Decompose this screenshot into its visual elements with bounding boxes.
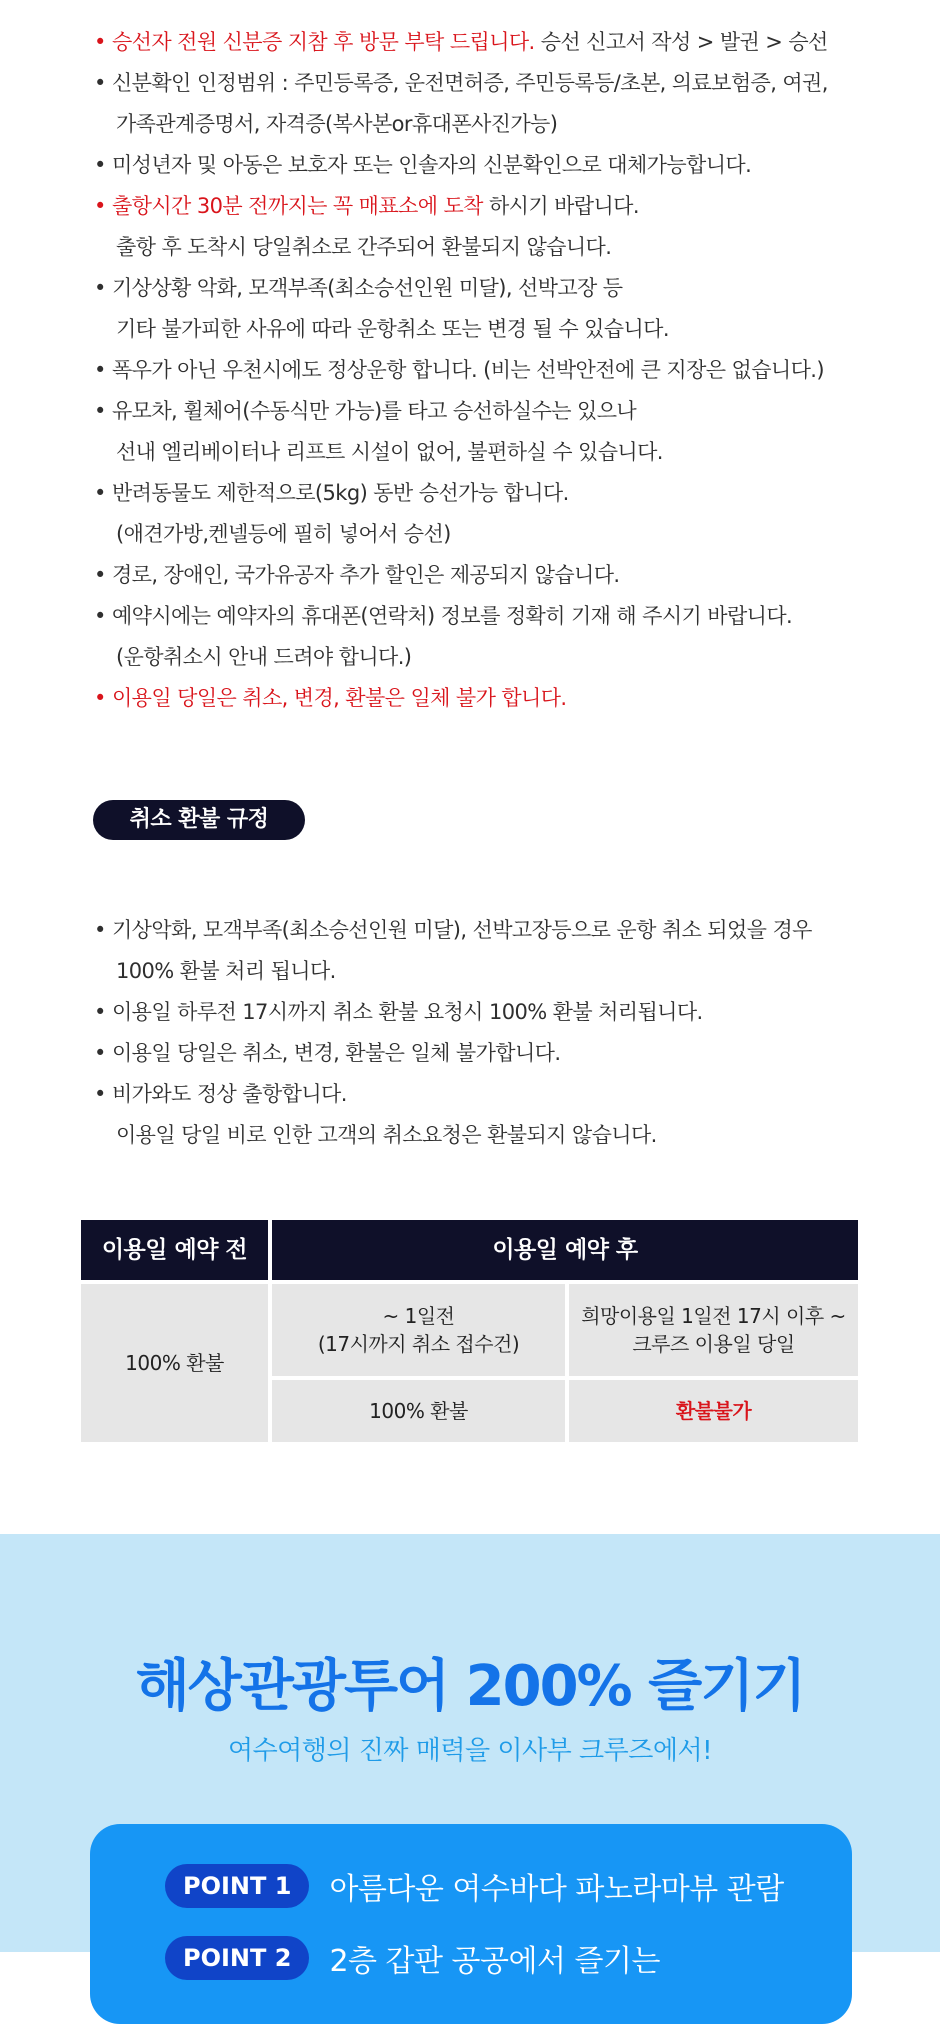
notice-item: • 반려동물도 제한적으로(5kg) 동반 승선가능 합니다. (애견가방,켄넬등에 필히 넣어서 승선) [94,473,914,555]
notice-item: • 신분확인 인정범위 : 주민등록증, 운전면허증, 주민등록등/초본, 의료보험증, 여권, 가족관계증명서, 자격증(복사본or휴대폰사진가능) [94,63,914,145]
refund-rule-text: 이용일 하루전 17시까지 취소 환불 요청시 100% 환불 처리됩니다. [112,1000,703,1024]
notice-text-line2: 가족관계증명서, 자격증(복사본or휴대폰사진가능) [116,112,558,136]
notice-list [94,22,914,719]
refund-rule-item: • 이용일 하루전 17시까지 취소 환불 요청시 100% 환불 처리됩니다. [94,1000,703,1024]
notice-text-line2: 기타 불가피한 사유에 따라 운항취소 또는 변경 될 수 있습니다. [116,317,669,341]
notice-text-line2: (운항취소시 안내 드려야 합니다.) [116,645,412,669]
notice-item: • 유모차, 휠체어(수동식만 가능)를 타고 승선하실수는 있으나 선내 엘리베이터나 리프트 시설이 없어, 불편하실 수 있습니다. [94,391,914,473]
table-header-after: 이용일 예약 후 [272,1220,858,1280]
point-text: 2층 갑판 공공에서 즐기는 [329,1944,660,1979]
notice-text: 경로, 장애인, 국가유공자 추가 할인은 제공되지 않습니다. [112,563,620,587]
notice-item: • 이용일 당일은 취소, 변경, 환불은 일체 불가 합니다. [94,686,567,710]
notice-item: • 경로, 장애인, 국가유공자 추가 할인은 제공되지 않습니다. [94,563,620,587]
notice-highlight: 이용일 당일은 취소, 변경, 환불은 일체 불가 합니다. [112,686,567,710]
point-badge: POINT 1 [165,1864,309,1908]
point-text: 아름다운 여수바다 파노라마뷰 관람 [329,1872,784,1907]
notice-text: 기상상황 악화, 모객부족(최소승선인원 미달), 선박고장 등 [112,276,623,300]
notice-text: 예약시에는 예약자의 휴대폰(연락처) 정보를 정확히 기재 해 주시기 바랍니다. [112,604,793,628]
table-cell-text: (17시까지 취소 접수건) [317,1332,520,1356]
table-cell-col2-condition [569,1284,858,1376]
table-cell-col1-value: 100% 환불 [272,1380,565,1442]
table-cell-text: 크루즈 이용일 당일 [632,1332,795,1356]
notice-text: 하시기 바랍니다. [482,194,639,218]
table-cell-text: ~ 1일전 [382,1304,455,1328]
notice-text: 반려동물도 제한적으로(5kg) 동반 승선가능 합니다. [112,481,569,505]
table-header-before: 이용일 예약 전 [81,1220,268,1280]
notice-text: 신분확인 인정범위 : 주민등록증, 운전면허증, 주민등록등/초본, 의료보험증, 여권, [112,71,828,95]
refund-rule-text: 이용일 당일은 취소, 변경, 환불은 일체 불가합니다. [112,1041,561,1065]
table-cell-col1-condition [272,1284,565,1376]
section-label-refund-policy: 취소 환불 규정 [93,800,305,840]
notice-text: 폭우가 아닌 우천시에도 정상운항 합니다. (비는 선박안전에 큰 지장은 없습니다.) [112,358,824,382]
table-cell-before-value: 100% 환불 [81,1284,268,1442]
point-badge: POINT 2 [165,1936,309,1980]
promo-section [0,1534,940,1979]
refund-rule-item: • 기상악화, 모객부족(최소승선인원 미달), 선박고장등으로 운항 취소 되었을 경우 100% 환불 처리 됩니다. [94,910,914,992]
notice-text: 미성년자 및 아동은 보호자 또는 인솔자의 신분확인으로 대체가능합니다. [112,153,752,177]
refund-table [81,1220,858,1442]
notice-item: • 폭우가 아닌 우천시에도 정상운항 합니다. (비는 선박안전에 큰 지장은 없습니다.) [94,358,824,382]
notice-highlight: 출항시간 30분 전까지는 꼭 매표소에 도착 [112,194,483,218]
notice-highlight: 승선자 전원 신분증 지참 후 방문 부탁 드립니다. [112,30,535,54]
points-box [90,1824,852,2024]
refund-rule-text: 기상악화, 모객부족(최소승선인원 미달), 선박고장등으로 운항 취소 되었을 경우 [112,918,812,942]
notice-item: • 출항시간 30분 전까지는 꼭 매표소에 도착 하시기 바랍니다. 출항 후 도착시 당일취소로 간주되어 환불되지 않습니다. [94,186,914,268]
notice-item: • 미성년자 및 아동은 보호자 또는 인솔자의 신분확인으로 대체가능합니다. [94,153,752,177]
notice-text: 승선 신고서 작성 > 발권 > 승선 [534,30,828,54]
notice-text: 유모차, 휠체어(수동식만 가능)를 타고 승선하실수는 있으나 [112,399,637,423]
refund-rule-item: • 이용일 당일은 취소, 변경, 환불은 일체 불가합니다. [94,1041,561,1065]
refund-rule-text-line2: 이용일 당일 비로 인한 고객의 취소요청은 환불되지 않습니다. [116,1123,657,1147]
notice-text-line2: 선내 엘리베이터나 리프트 시설이 없어, 불편하실 수 있습니다. [116,440,663,464]
refund-rule-list [94,910,914,1156]
table-cell-text: 희망이용일 1일전 17시 이후 ~ [581,1304,846,1328]
refund-rule-text: 비가와도 정상 출항합니다. [112,1082,347,1106]
notice-text-line2: (애견가방,켄넬등에 필히 넣어서 승선) [116,522,451,546]
promo-subtitle: 여수여행의 진짜 매력을 이사부 크루즈에서! [227,1736,713,1766]
notice-item: • 예약시에는 예약자의 휴대폰(연락처) 정보를 정확히 기재 해 주시기 바랍니다. (운항취소시 안내 드려야 합니다.) [94,596,914,678]
notice-text-line2: 출항 후 도착시 당일취소로 간주되어 환불되지 않습니다. [116,235,612,259]
refund-rule-text-line2: 100% 환불 처리 됩니다. [116,959,336,983]
point-row [165,1936,660,1980]
notice-item: • 기상상황 악화, 모객부족(최소승선인원 미달), 선박고장 등 기타 불가피한 사유에 따라 운항취소 또는 변경 될 수 있습니다. [94,268,914,350]
notice-item: • 승선자 전원 신분증 지참 후 방문 부탁 드립니다. 승선 신고서 작성 > 발권 > 승선 [94,30,828,54]
table-cell-col2-value: 환불불가 [569,1380,858,1442]
point-row [165,1864,784,1908]
refund-rule-item: • 비가와도 정상 출항합니다. 이용일 당일 비로 인한 고객의 취소요청은 환불되지 않습니다. [94,1074,914,1156]
promo-title: 해상관광투어 200% 즐기기 [135,1654,805,1719]
